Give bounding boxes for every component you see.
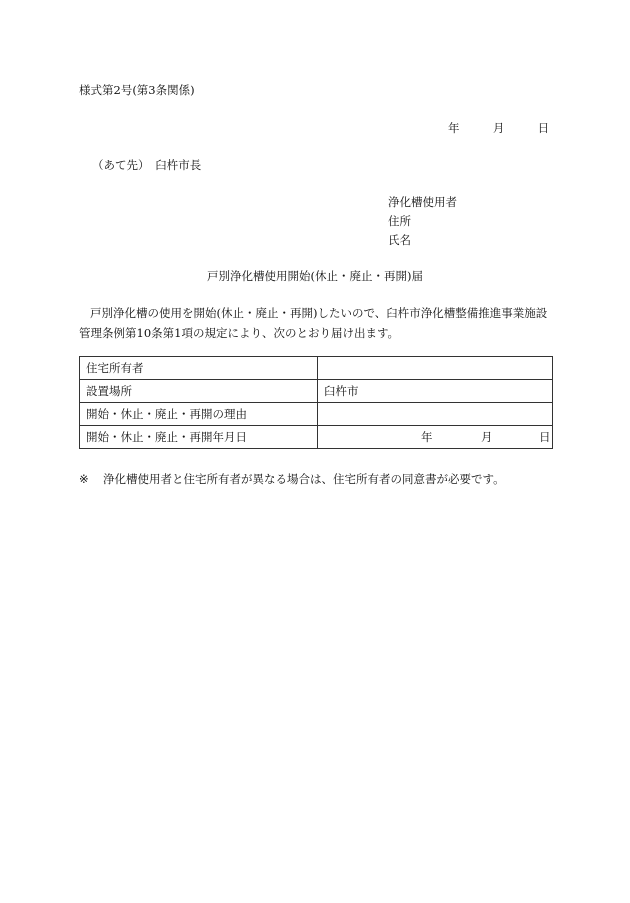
date-month-label: 月 bbox=[492, 121, 505, 135]
row-label-owner: 住宅所有者 bbox=[80, 357, 318, 380]
body-text: 戸別浄化槽の使用を開始(休止・廃止・再開)したいので、臼杵市浄化槽整備推進事業施設管理条例第10条第1項の規定により、次のとおり届け出ます。 bbox=[79, 306, 548, 340]
applicant-name-label: 氏名 bbox=[388, 233, 411, 247]
table-date-day: 日 bbox=[539, 430, 551, 444]
row-value-date[interactable] bbox=[318, 426, 553, 449]
table-row bbox=[80, 357, 553, 380]
row-label-date: 開始・休止・廃止・再開年月日 bbox=[80, 426, 318, 449]
addressee: （あて先） 臼杵市長 bbox=[92, 158, 202, 172]
date-year-label: 年 bbox=[448, 121, 460, 135]
row-label-reason: 開始・休止・廃止・再開の理由 bbox=[80, 403, 318, 426]
note-mark-icon: ※ bbox=[79, 472, 89, 486]
info-table bbox=[79, 356, 553, 449]
note-text: 浄化槽使用者と住宅所有者が異なる場合は、住宅所有者の同意書が必要です。 bbox=[103, 472, 505, 486]
document-title: 戸別浄化槽使用開始(休止・廃止・再開)届 bbox=[207, 269, 423, 283]
date-day-label: 日 bbox=[537, 121, 550, 135]
row-label-location: 設置場所 bbox=[80, 380, 318, 403]
applicant-address-label: 住所 bbox=[388, 214, 411, 228]
table-row bbox=[80, 380, 553, 403]
row-value-owner[interactable] bbox=[318, 357, 553, 380]
submission-date bbox=[448, 120, 549, 136]
table-date-month: 月 bbox=[481, 430, 493, 444]
row-value-reason[interactable] bbox=[318, 403, 553, 426]
form-number: 様式第2号(第3条関係) bbox=[79, 83, 195, 97]
row-value-location[interactable]: 臼杵市 bbox=[318, 380, 553, 403]
table-row bbox=[80, 426, 553, 449]
applicant-block bbox=[388, 193, 457, 250]
applicant-role: 浄化槽使用者 bbox=[388, 195, 457, 209]
table-row bbox=[80, 403, 553, 426]
footnote bbox=[79, 471, 505, 487]
table-date-year: 年 bbox=[421, 430, 433, 444]
